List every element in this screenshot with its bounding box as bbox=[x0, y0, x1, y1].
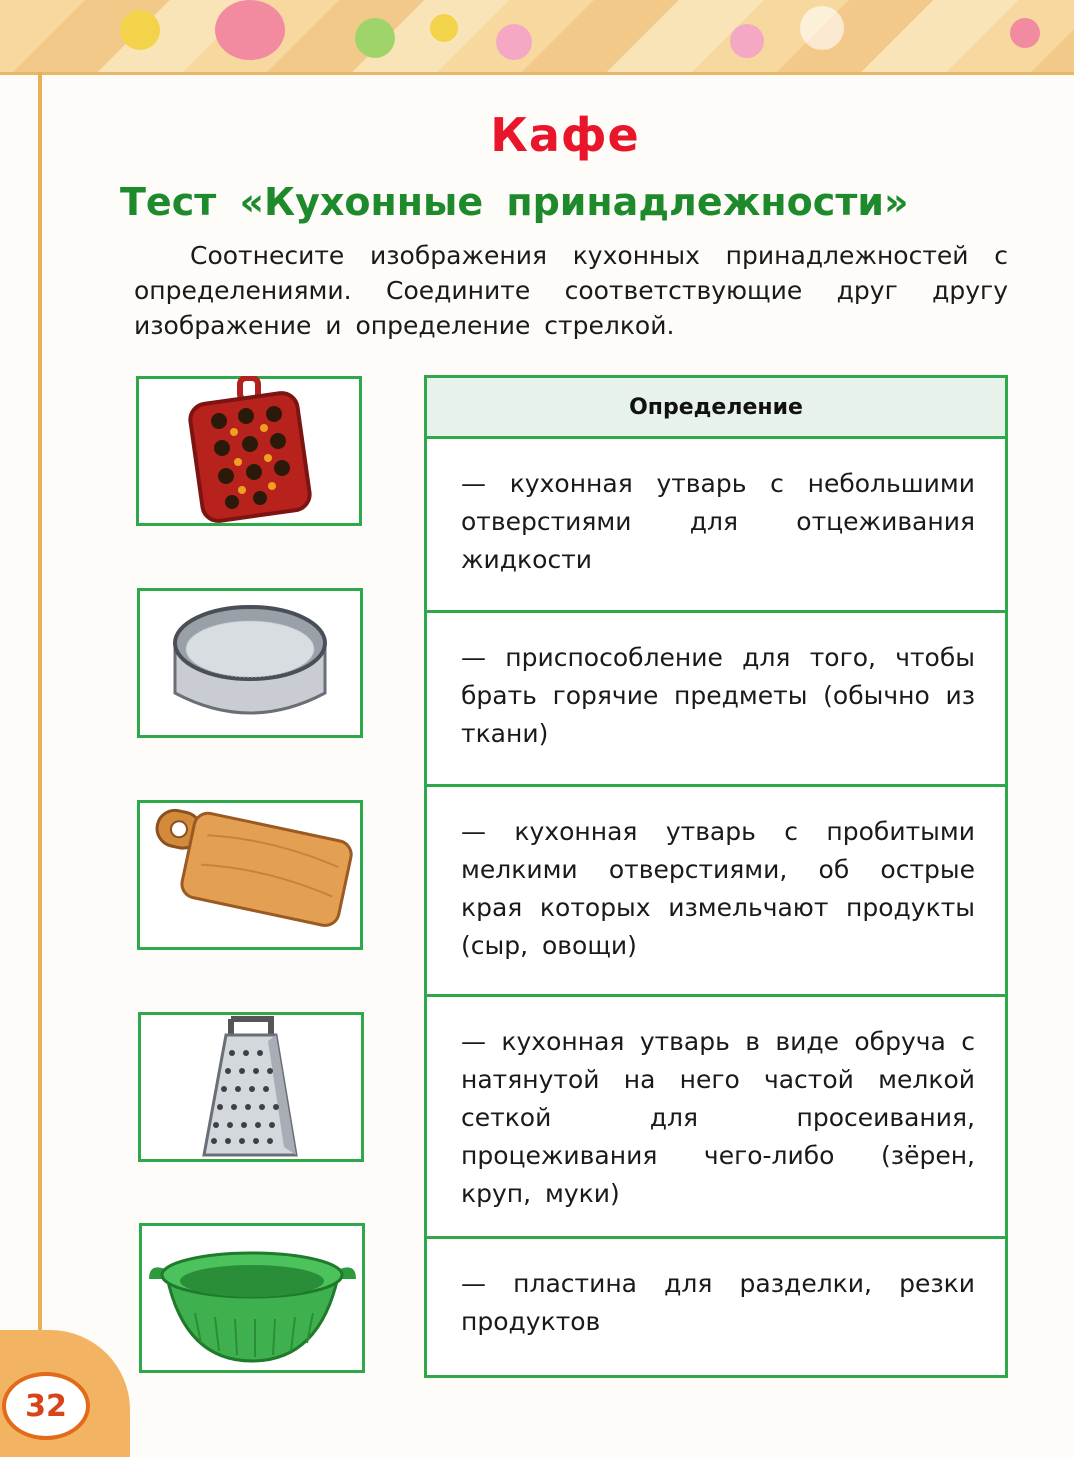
image-box-potholder[interactable] bbox=[136, 376, 362, 526]
definition-row-4[interactable]: — кухонная утварь в виде обруча с натянутой на него частой мелкой сеткой для просеивания, процеживания чего-либо (зёрен, круп, муки) bbox=[427, 997, 1005, 1239]
definitions-table bbox=[424, 375, 1008, 1378]
instructions: Соотнесите изображения кухонных принадлежностей с определениями. Соедините соответствующие друг другу изображение и определение стрелкой. bbox=[134, 241, 1008, 340]
definition-row-3[interactable]: — кухонная утварь с пробитыми мелкими отверстиями, об острые края которых измельчают продукты (сыр, овощи) bbox=[427, 787, 1005, 997]
grater-icon bbox=[196, 1015, 306, 1160]
decorative-banner bbox=[0, 0, 1074, 75]
page-title: Кафе bbox=[490, 108, 640, 162]
page-number: 32 bbox=[2, 1372, 90, 1440]
test-subtitle: Тест «Кухонные принадлежности» bbox=[120, 180, 909, 224]
colander-icon bbox=[145, 1233, 360, 1363]
definition-row-2[interactable]: — приспособление для того, чтобы брать горячие предметы (обычно из ткани) bbox=[427, 613, 1005, 787]
table-header: Определение bbox=[427, 378, 1005, 439]
image-box-grater[interactable] bbox=[138, 1012, 364, 1162]
sieve-icon bbox=[165, 593, 335, 733]
image-box-colander[interactable] bbox=[139, 1223, 365, 1373]
margin-line bbox=[38, 72, 42, 1457]
definition-row-1[interactable]: — кухонная утварь с небольшими отверстиями для отцеживания жидкости bbox=[427, 439, 1005, 613]
definition-row-5[interactable]: — пластина для разделки, резки продуктов bbox=[461, 1269, 975, 1336]
image-box-sieve[interactable] bbox=[137, 588, 363, 738]
image-box-cutting-board[interactable] bbox=[137, 800, 363, 950]
cutting-board-icon bbox=[145, 805, 355, 945]
potholder-icon bbox=[174, 376, 324, 526]
